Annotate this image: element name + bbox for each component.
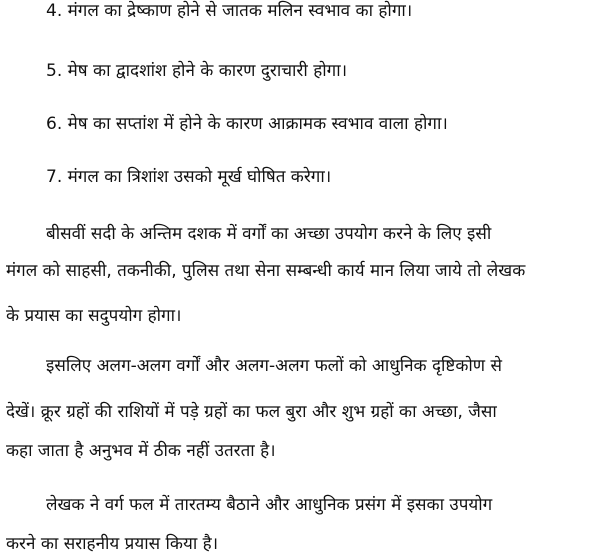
paragraph-2-line-3: कहा जाता है अनुभव में ठीक नहीं उतरता है। — [6, 441, 276, 461]
paragraph-1-line-1: बीसवीं सदी के अन्तिम दशक में वर्गों का अच्छा उपयोग करने के लिए इसी — [46, 224, 492, 244]
paragraph-3-line-2: करने का सराहनीय प्रयास किया है। — [6, 534, 219, 554]
paragraph-2-line-2: देखें। क्रूर ग्रहों की राशियों में पड़े ग्रहों का फल बुरा और शुभ ग्रहों का अच्छा, जैसा — [6, 402, 497, 422]
list-item-6: 6. मेष का सप्तांश में होने के कारण आक्रामक स्वभाव वाला होगा। — [46, 114, 448, 134]
paragraph-3-line-1: लेखक ने वर्ग फल में तारतम्य बैठाने और आधुनिक प्रसंग में इसका उपयोग — [46, 495, 493, 515]
list-item-7: 7. मंगल का त्रिशांश उसको मूर्ख घोषित करेगा। — [46, 167, 332, 187]
paragraph-1-line-2: मंगल को साहसी, तकनीकी, पुलिस तथा सेना सम्बन्धी कार्य मान लिया जाये तो लेखक — [6, 261, 526, 281]
paragraph-2-line-1: इसलिए अलग-अलग वर्गों और अलग-अलग फलों को आधुनिक दृष्टिकोण से — [46, 356, 502, 376]
list-item-4: 4. मंगल का द्रेष्काण होने से जातक मलिन स्वभाव का होगा। — [46, 1, 413, 21]
list-item-5: 5. मेष का द्वादशांश होने के कारण दुराचारी होगा। — [46, 61, 348, 81]
paragraph-1-line-3: के प्रयास का सदुपयोग होगा। — [6, 306, 182, 326]
